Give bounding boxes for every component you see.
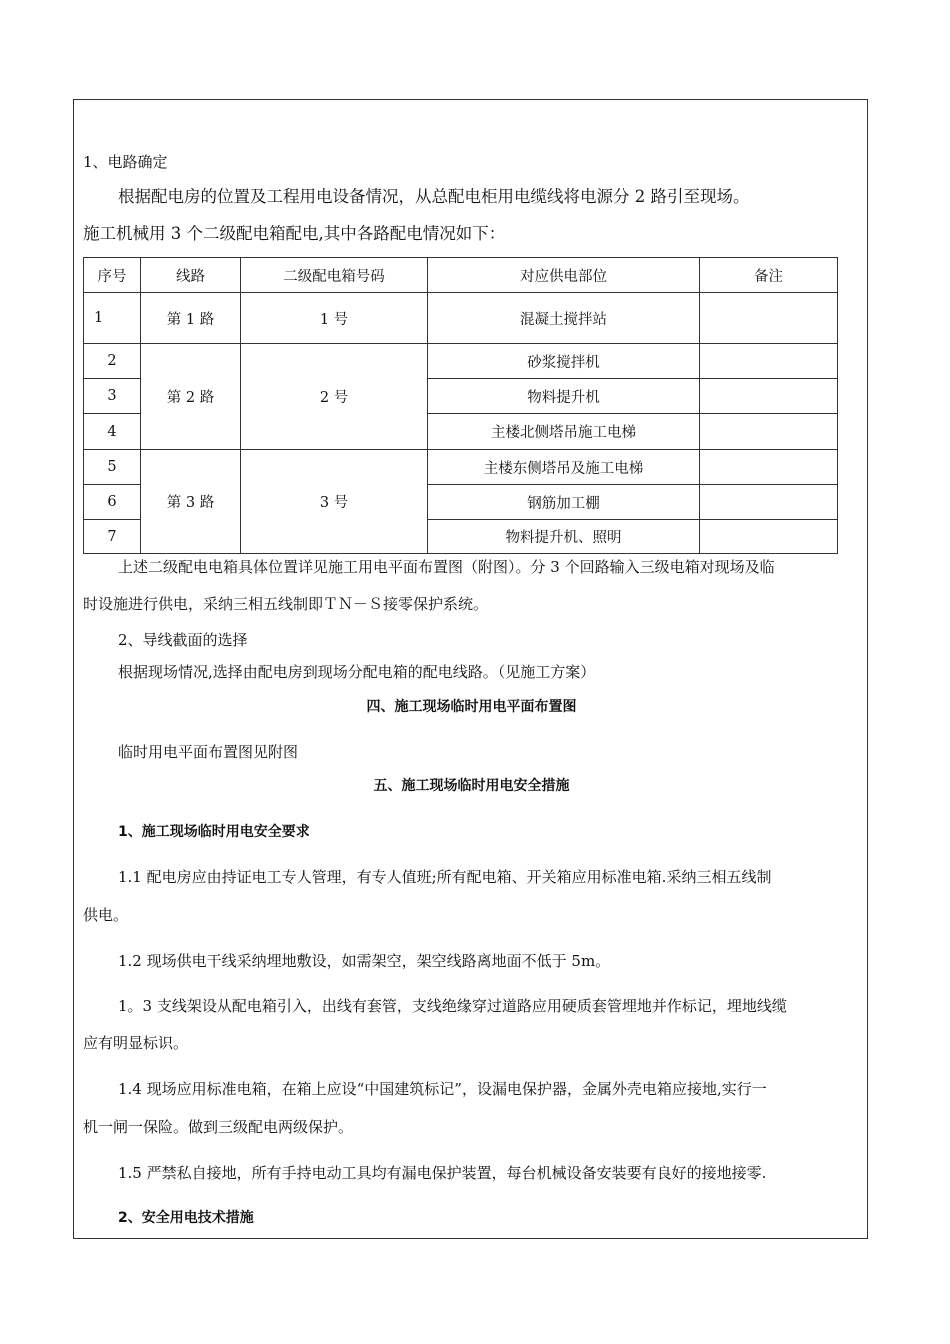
- header-note: 备注: [700, 258, 838, 293]
- cell-part: 主楼东侧塔吊及施工电梯: [428, 450, 700, 485]
- cell-seq: 3: [84, 379, 141, 414]
- header-line: 线路: [141, 258, 241, 293]
- subsection1-title: 1、施工现场临时用电安全要求: [118, 824, 310, 840]
- cell-part: 砂浆搅拌机: [428, 344, 700, 379]
- cell-line: 第 3 路: [141, 450, 241, 554]
- cell-box: 2 号: [241, 344, 428, 450]
- table-header-row: [84, 258, 838, 293]
- cell-seq: 4: [84, 414, 141, 450]
- item-1-4-line-2: 机一闸一保险。做到三级配电两级保护。: [83, 1118, 354, 1136]
- cell-part: 钢筋加工棚: [428, 485, 700, 520]
- table-row: [84, 344, 838, 379]
- section2-heading: 2、导线截面的选择: [118, 631, 248, 649]
- cell-note: [700, 344, 838, 379]
- cell-box: 1 号: [241, 293, 428, 344]
- section1-heading: 1、电路确定: [83, 153, 168, 171]
- cell-seq: 6: [84, 485, 141, 520]
- cell-note: [700, 485, 838, 520]
- distribution-table: [83, 257, 838, 554]
- table-row: [84, 450, 838, 485]
- cell-seq: 1: [84, 293, 141, 344]
- header-seq: 序号: [84, 258, 141, 293]
- chapter4-text: 临时用电平面布置图见附图: [118, 743, 299, 761]
- cell-part: 主楼北侧塔吊施工电梯: [428, 414, 700, 450]
- item-1-1-line-2: 供电。: [83, 906, 129, 924]
- cell-note: [700, 293, 838, 344]
- cell-part: 物料提升机、照明: [428, 520, 700, 554]
- cell-note: [700, 450, 838, 485]
- cell-note: [700, 414, 838, 450]
- subsection2-title: 2、安全用电技术措施: [118, 1210, 254, 1226]
- cell-seq: 5: [84, 450, 141, 485]
- cell-seq: 7: [84, 520, 141, 554]
- item-1-1-line-1: 1.1 配电房应由持证电工专人管理，有专人值班;所有配电箱、开关箱应用标准电箱.采纳三相五线制: [118, 868, 772, 886]
- cell-seq: 2: [84, 344, 141, 379]
- item-1-2: 1.2 现场供电干线采纳埋地敷设，如需架空，架空线路离地面不低于 5m。: [118, 952, 611, 970]
- cell-note: [700, 520, 838, 554]
- intro-line-2: 施工机械用 3 个二级配电箱配电,其中各路配电情况如下：: [83, 224, 506, 243]
- item-1-5: 1.5 严禁私自接地，所有手持电动工具均有漏电保护装置，每台机械设备安装要有良好的接地接零.: [118, 1164, 767, 1182]
- intro-line-1: 根据配电房的位置及工程用电设备情况，从总配电柜用电缆线将电源分 2 路引至现场。: [118, 187, 750, 206]
- header-box: 二级配电箱号码: [241, 258, 428, 293]
- header-part: 对应供电部位: [428, 258, 700, 293]
- after-table-line-2: 时设施进行供电，采纳三相五线制即ＴＮ－Ｓ接零保护系统。: [83, 595, 489, 613]
- cell-part: 物料提升机: [428, 379, 700, 414]
- item-1-3-line-2: 应有明显标识。: [83, 1034, 189, 1052]
- cell-line: 第 1 路: [141, 293, 241, 344]
- item-1-4-line-1: 1.4 现场应用标准电箱，在箱上应设“中国建筑标记”，设漏电保护器，金属外壳电箱应接地,实行一: [118, 1080, 767, 1098]
- cell-part: 混凝土搅拌站: [428, 293, 700, 344]
- item-1-3-line-1: 1。3 支线架设从配电箱引入，出线有套管，支线绝缘穿过道路应用硬质套管埋地并作标记，埋地线缆: [118, 997, 787, 1015]
- after-table-line-1: 上述二级配电电箱具体位置详见施工用电平面布置图（附图）。分 3 个回路输入三级电箱对现场及临: [118, 558, 775, 576]
- chapter4-title: 四、施工现场临时用电平面布置图: [366, 699, 577, 715]
- cell-box: 3 号: [241, 450, 428, 554]
- chapter5-title: 五、施工现场临时用电安全措施: [373, 778, 570, 794]
- cell-line: 第 2 路: [141, 344, 241, 450]
- section2-text: 根据现场情况,选择由配电房到现场分配电箱的配电线路。（见施工方案）: [118, 663, 596, 681]
- table-row: [84, 293, 838, 344]
- cell-note: [700, 379, 838, 414]
